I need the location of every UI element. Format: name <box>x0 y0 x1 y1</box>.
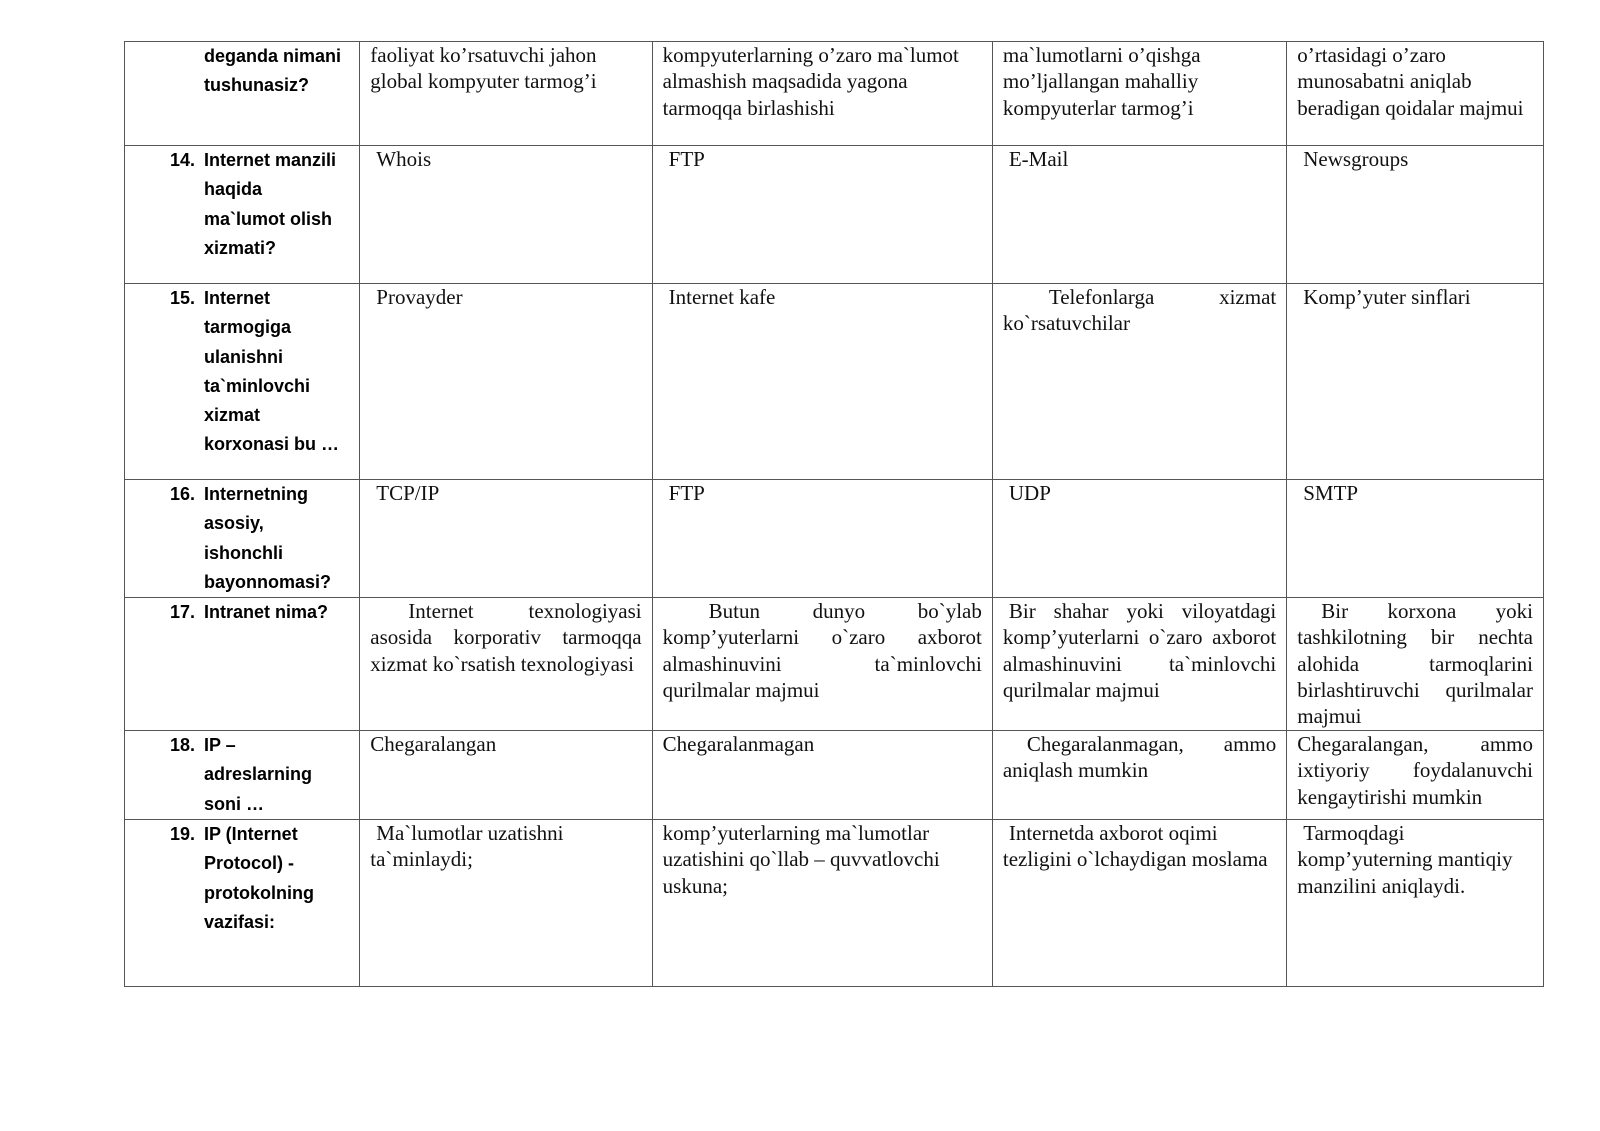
table-row <box>125 820 1544 987</box>
answer-cell-b <box>652 820 992 987</box>
answer-text: Chegaralangan <box>370 732 497 757</box>
answer-cell-c <box>992 820 1286 987</box>
answer-text: kompyuterlarning o’zaro ma`lumot almashish maqsadida yagona tarmoqqa birlashishi <box>662 43 959 120</box>
answer-text: Chegaralanmagan <box>662 732 815 757</box>
answer-cell-c <box>992 42 1286 146</box>
answer-text: SMTP <box>1303 481 1359 505</box>
answer-text: Internetda axborot oqimi tezligini o`lchaydigan moslama <box>1002 821 1268 872</box>
quiz-table <box>124 41 1544 987</box>
answer-text: E-Mail <box>1008 147 1069 171</box>
answer-text: Internet texnologiyasi asosida korporativ tarmoqqa xizmat ko`rsatish texnologiyasi <box>370 599 642 676</box>
answer-cell-b <box>652 731 992 820</box>
answer-cell-c <box>992 146 1286 284</box>
answer-text: Provayder <box>376 285 463 309</box>
answer-cell-d <box>1287 731 1544 820</box>
answer-text: TCP/IP <box>376 481 440 505</box>
answer-cell-a <box>360 731 652 820</box>
answer-text: Ma`lumotlar uzatishni ta`minlaydi; <box>370 821 564 872</box>
question-text: IP (Internet Protocol) - protokolning vazifasi: <box>204 824 314 932</box>
answer-text: Newsgroups <box>1303 147 1409 171</box>
answer-cell-b <box>652 146 992 284</box>
question-text: Internetning asosiy, ishonchli bayonnomasi? <box>204 484 332 592</box>
question-cell <box>125 820 360 987</box>
question-cell <box>125 284 360 480</box>
answer-cell-a <box>360 42 652 146</box>
question-text: Internet manzili haqida ma`lumot olish xizmati? <box>204 150 337 258</box>
answer-text: Bir shahar yoki viloyatdagi komp’yuterlarni o`zaro axborot almashinuvini ta`minlovchi qurilmalar majmui <box>1002 599 1277 703</box>
answer-text: UDP <box>1008 481 1051 505</box>
answer-text: ma`lumotlarni o’qishga mo’ljallangan mahalliy kompyuterlar tarmog’i <box>1002 43 1201 120</box>
question-text: deganda nimani tushunasiz? <box>204 46 342 96</box>
answer-cell-a <box>360 284 652 480</box>
table-row <box>125 284 1544 480</box>
answer-cell-b <box>652 284 992 480</box>
answer-cell-d <box>1287 480 1544 598</box>
question-number: 15. <box>170 288 196 308</box>
answer-text: Butun dunyo bo`ylab komp’yuterlarni o`zaro axborot almashinuvini ta`minlovchi qurilmalar majmui <box>662 599 982 703</box>
answer-cell-b <box>652 480 992 598</box>
answer-cell-a <box>360 820 652 987</box>
question-cell <box>125 731 360 820</box>
table-row <box>125 480 1544 598</box>
answer-text: FTP <box>668 147 705 171</box>
question-number: 16. <box>170 484 196 504</box>
answer-cell-d <box>1287 42 1544 146</box>
answer-text: Komp’yuter sinflari <box>1303 285 1471 309</box>
answer-cell-a <box>360 598 652 731</box>
table-row <box>125 598 1544 731</box>
question-number: 14. <box>170 150 196 170</box>
answer-text: Whois <box>376 147 432 171</box>
answer-cell-c <box>992 598 1286 731</box>
answer-text: Chegaralangan, ammo ixtiyoriy foydalanuvchi kengaytirishi mumkin <box>1297 732 1533 809</box>
answer-cell-d <box>1287 146 1544 284</box>
answer-text: komp’yuterlarning ma`lumotlar uzatishini qo`llab – quvvatlovchi uskuna; <box>662 821 940 898</box>
question-cell <box>125 146 360 284</box>
question-cell <box>125 598 360 731</box>
answer-text: Internet kafe <box>668 285 776 309</box>
answer-cell-b <box>652 42 992 146</box>
question-number: 17. <box>170 602 196 623</box>
answer-cell-c <box>992 284 1286 480</box>
question-text: IP – adreslarning soni … <box>204 735 313 814</box>
table-row <box>125 731 1544 820</box>
answer-cell-d <box>1287 820 1544 987</box>
answer-cell-b <box>652 598 992 731</box>
answer-cell-c <box>992 731 1286 820</box>
question-number: 18. <box>170 735 196 756</box>
answer-text: faoliyat ko’rsatuvchi jahon global kompyuter tarmog’i <box>370 43 597 94</box>
answer-cell-a <box>360 146 652 284</box>
question-text: Internet tarmogiga ulanishni ta`minlovchi xizmat korxonasi bu … <box>204 288 340 455</box>
answer-text: Tarmoqdagi komp’yuterning mantiqiy manzilini aniqlaydi. <box>1297 821 1513 898</box>
question-cell <box>125 480 360 598</box>
question-number: 19. <box>170 824 196 845</box>
answer-text: o’rtasidagi o’zaro munosabatni aniqlab beradigan qoidalar majmui <box>1297 43 1524 120</box>
answer-text: FTP <box>668 481 705 505</box>
answer-cell-a <box>360 480 652 598</box>
answer-text: Bir korxona yoki tashkilotning bir nechta alohida tarmoqlarini birlashtiruvchi qurilmalar majmui <box>1297 599 1533 729</box>
answer-cell-c <box>992 480 1286 598</box>
table-row <box>125 146 1544 284</box>
question-text: Intranet nima? <box>204 602 329 623</box>
question-cell <box>125 42 360 146</box>
answer-text: Chegaralanmagan, ammo aniqlash mumkin <box>1002 732 1277 783</box>
table-row <box>125 42 1544 146</box>
answer-cell-d <box>1287 598 1544 731</box>
answer-text: Telefonlarga xizmat ko`rsatuvchilar <box>1002 285 1277 336</box>
answer-cell-d <box>1287 284 1544 480</box>
